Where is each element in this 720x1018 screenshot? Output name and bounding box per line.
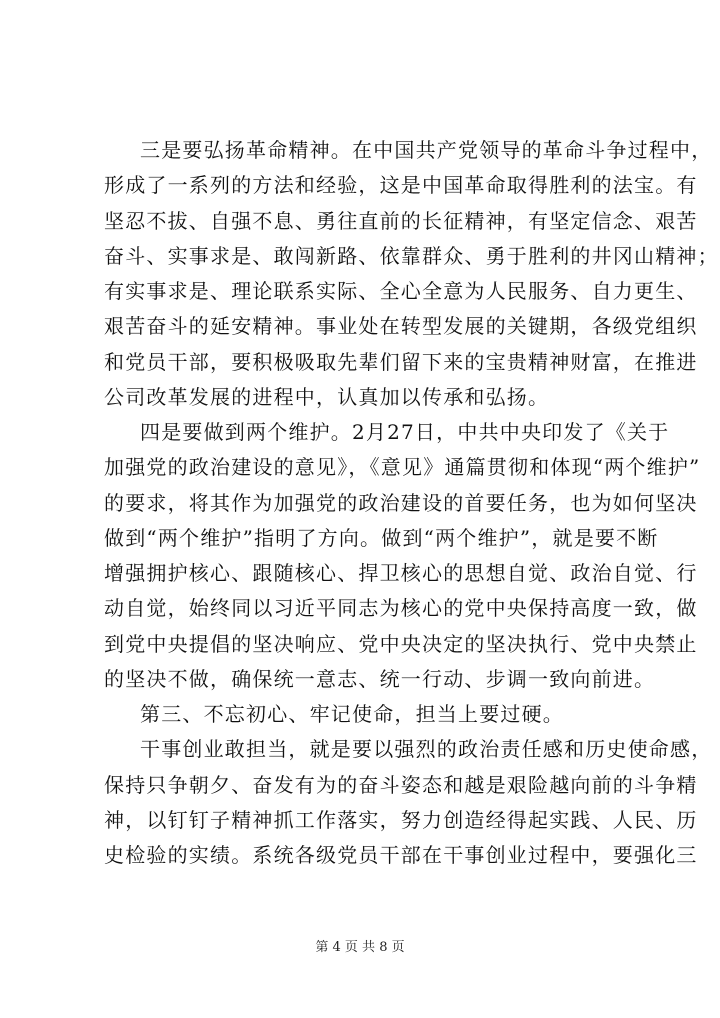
text-line: 增强拥护核心、跟随核心、捍卫核心的思想自觉、政治自觉、行 [104,561,698,585]
text-line: 加强党的政治建设的意见》，《意见》通篇贯彻和体现“两个维护” [104,455,701,480]
text-line: 到党中央提倡的坚决响应、党中央决定的坚决执行、党中央禁止 [104,631,698,656]
text-line: 保持只争朝夕、奋发有为的奋斗姿态和越是艰险越向前的斗争精 [104,772,698,797]
page-number-footer: 第 4 页 共 8 页 [315,940,405,955]
text-line: 公司改革发展的进程中，认真加以传承和弘扬。 [104,384,550,409]
text-line: 神，以钉钉子精神抓工作落实，努力创造经得起实践、人民、历 [104,807,698,832]
text-line: 动自觉，始终同以习近平同志为核心的党中央保持高度一致，做 [104,596,698,621]
text-line: 坚忍不拔、自强不息、勇往直前的长征精神，有坚定信念、艰苦 [104,208,698,233]
text-line: 奋斗、实事求是、敢闯新路、依靠群众、勇于胜利的井冈山精神； [104,243,719,268]
text-line: 四是要做到两个维护。2月27日，中共中央印发了《关于 [140,420,670,444]
text-line: 的要求，将其作为加强党的政治建设的首要任务，也为如何坚决 [104,490,698,515]
text-line: 艰苦奋斗的延安精神。事业处在转型发展的关键期，各级党组织 [104,314,698,339]
text-line: 干事创业敢担当，就是要以强烈的政治责任感和历史使命感， [140,737,713,762]
text-line: 的坚决不做，确保统一意志、统一行动、步调一致向前进。 [104,666,656,691]
text-line: 史检验的实绩。系统各级党员干部在干事创业过程中，要强化三 [104,843,698,867]
section-heading: 第三、不忘初心、牢记使命，担当上要过硬。 [140,702,564,726]
text-line: 三是要弘扬革命精神。在中国共产党领导的革命斗争过程中， [140,138,713,162]
text-line: 和党员干部，要积极吸取先辈们留下来的宝贵精神财富，在推进 [104,349,698,374]
document-body [104,133,719,873]
text-line: 有实事求是、理论联系实际、全心全意为人民服务、自力更生、 [104,279,698,303]
text-line: 形成了一系列的方法和经验，这是中国革命取得胜利的法宝。有 [104,173,698,198]
text-line: 做到“两个维护”指明了方向。做到“两个维护”，就是要不断 [104,525,659,550]
